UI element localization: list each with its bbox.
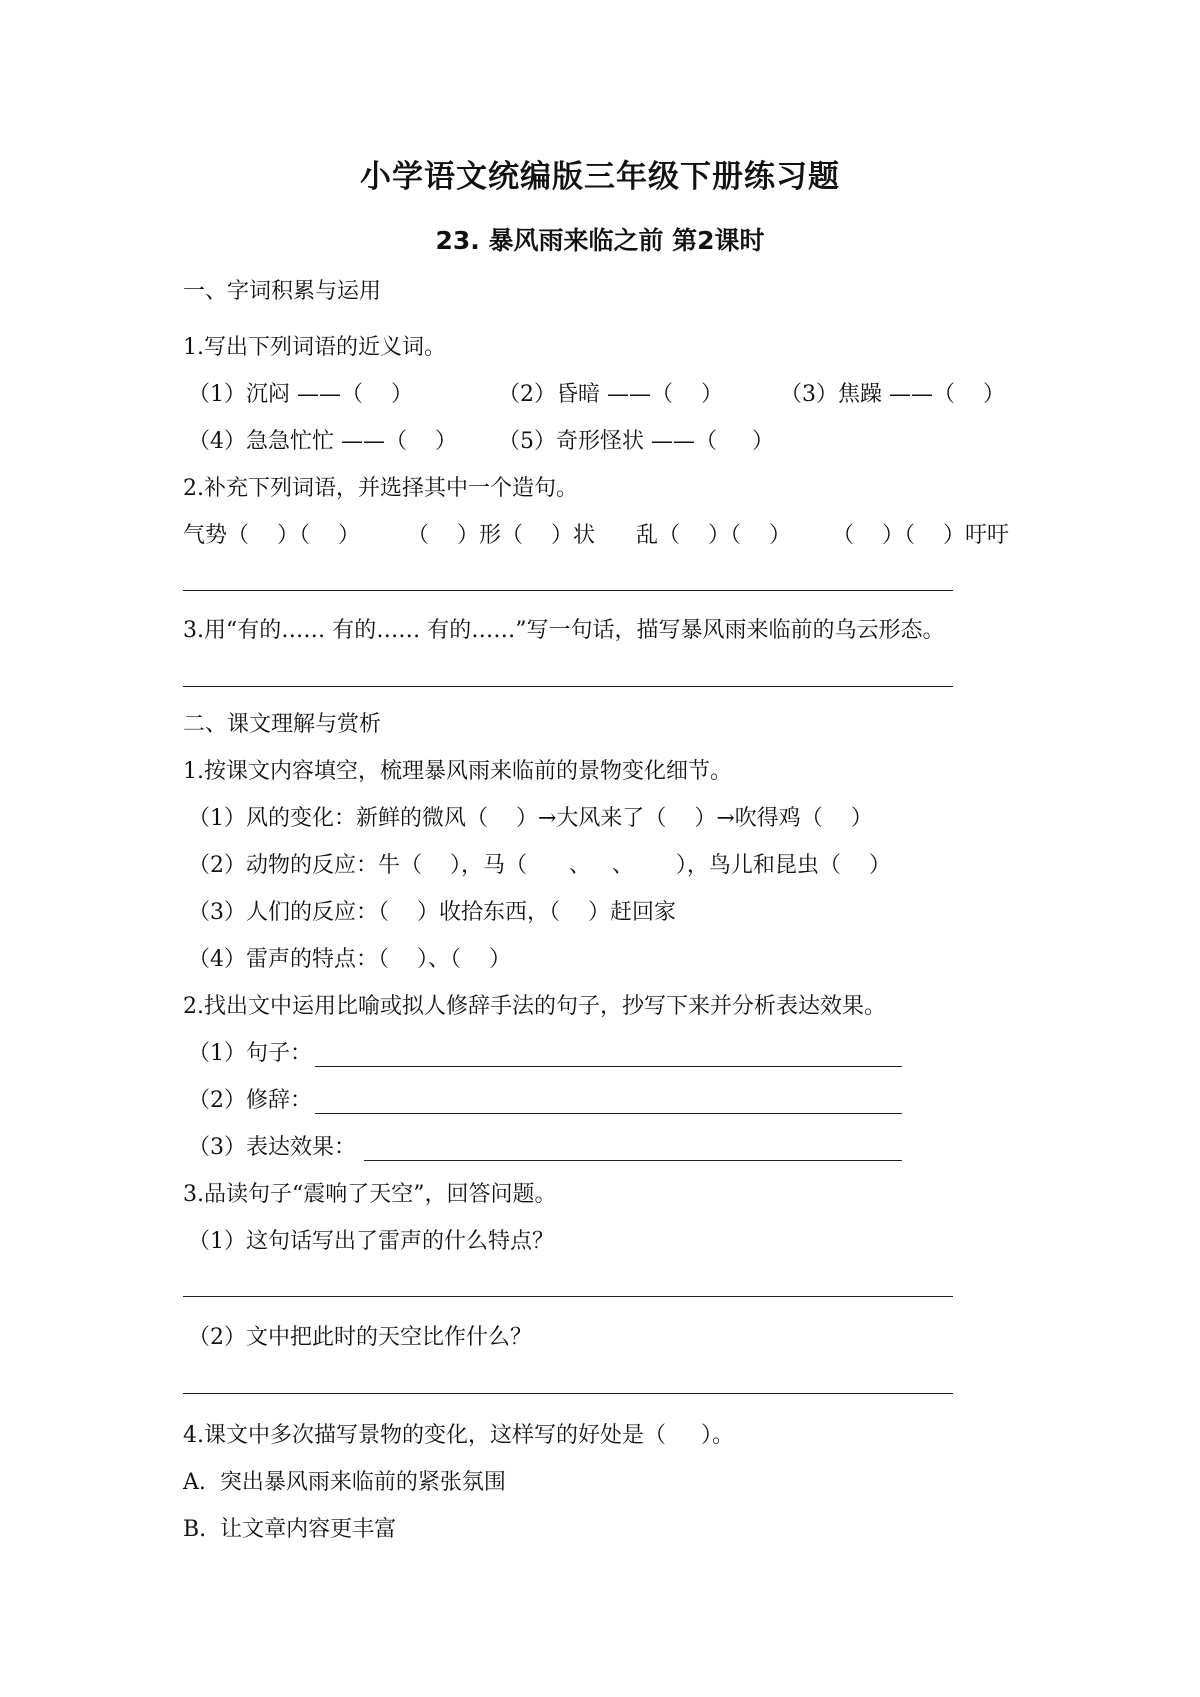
section1-heading: 一、字词积累与运用: [183, 279, 382, 304]
answer-line[interactable]: [183, 1393, 953, 1394]
s2-q3-prompt: 3.品读句子“震响了天空”，回答问题。: [183, 1182, 557, 1207]
s1-q2-item-4: （ ）（ ）吁吁: [832, 523, 1009, 548]
s2-q2-prompt: 2.找出文中运用比喻或拟人修辞手法的句子，抄写下来并分析表达效果。: [183, 994, 886, 1019]
s1-q2-item-2: （ ）形（ ）状: [407, 523, 595, 548]
s1-q2-item-1: 气势（ ）（ ）: [183, 523, 360, 548]
answer-line[interactable]: [315, 1113, 902, 1114]
s2-q1-item-2: （2）动物的反应：牛（ ），马（ 、 、 ），鸟儿和昆虫（ ）: [188, 853, 891, 878]
s1-q2-prompt: 2.补充下列词语，并选择其中一个造句。: [183, 476, 578, 501]
s2-q4-option-b: B. 让文章内容更丰富: [183, 1517, 397, 1542]
answer-line[interactable]: [364, 1160, 902, 1161]
s2-q4-option-a: A. 突出暴风雨来临前的紧张氛围: [183, 1470, 506, 1495]
s2-q1-item-3: （3）人们的反应：（ ）收拾东西，（ ）赶回家: [188, 900, 676, 925]
s2-q2-item-1: （1）句子：: [188, 1041, 312, 1066]
s1-q1-item-5: （5）奇形怪状 ——（ ）: [498, 429, 774, 454]
s1-q3-prompt: 3.用“有的…… 有的…… 有的……”写一句话，描写暴风雨来临前的乌云形态。: [183, 618, 945, 643]
s1-q2-item-3: 乱（ ）（ ）: [636, 523, 791, 548]
s2-q2-item-2: （2）修辞：: [188, 1088, 312, 1113]
s2-q2-item-3: （3）表达效果：: [188, 1135, 356, 1160]
s1-q1-item-3: （3）焦躁 ——（ ）: [780, 382, 1005, 407]
s1-q1-item-4: （4）急急忙忙 ——（ ）: [188, 429, 457, 454]
answer-line[interactable]: [183, 590, 953, 591]
page-title: 小学语文统编版三年级下册练习题: [360, 159, 840, 195]
section2-heading: 二、课文理解与赏析: [183, 712, 382, 737]
answer-line[interactable]: [315, 1066, 902, 1067]
s1-q1-prompt: 1.写出下列词语的近义词。: [183, 335, 446, 360]
s2-q1-item-4: （4）雷声的特点：（ ）、（ ）: [188, 947, 511, 972]
s1-q1-item-2: （2）昏暗 ——（ ）: [498, 382, 723, 407]
s2-q4-prompt: 4.课文中多次描写景物的变化，这样写的好处是（ ）。: [183, 1423, 734, 1448]
s2-q1-prompt: 1.按课文内容填空，梳理暴风雨来临前的景物变化细节。: [183, 759, 732, 784]
s2-q3-item-2: （2）文中把此时的天空比作什么？: [188, 1325, 532, 1350]
s2-q3-item-1: （1）这句话写出了雷声的什么特点？: [188, 1229, 554, 1254]
lesson-subtitle: 23. 暴风雨来临之前 第2课时: [435, 226, 765, 255]
s2-q1-item-1: （1）风的变化：新鲜的微风（ ）→大风来了（ ）→吹得鸡（ ）: [188, 806, 873, 831]
answer-line[interactable]: [183, 1296, 953, 1297]
s1-q1-item-1: （1）沉闷 ——（ ）: [188, 382, 413, 407]
answer-line[interactable]: [183, 686, 953, 687]
